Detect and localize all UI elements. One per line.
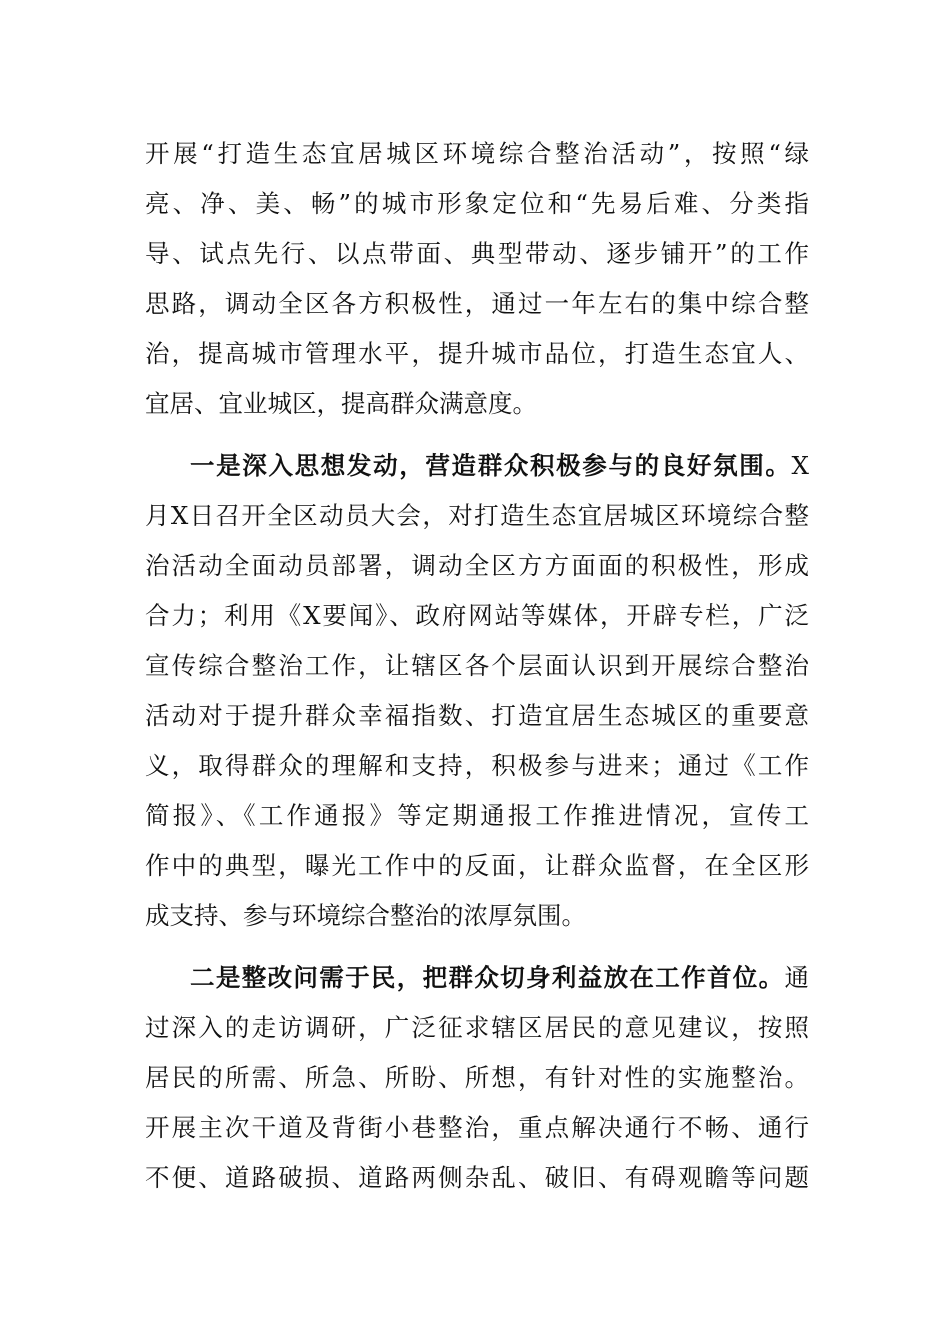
paragraph-2-line-6: 活动对于提升群众幸福指数、打造宜居生态城区的重要意 bbox=[145, 701, 809, 730]
paragraph-3-first-line-rest: 通 bbox=[784, 963, 809, 992]
paragraph-2-line-4: 合力；利用《X要闻》、政府网站等媒体，开辟专栏，广泛 bbox=[145, 601, 809, 630]
paragraph-3-heading: 二是整改问需于民，把群众切身利益放在工作首位。 bbox=[190, 963, 785, 992]
paragraph-2-line-9: 作中的典型，曝光工作中的反面，让群众监督，在全区形 bbox=[145, 851, 809, 880]
paragraph-2-line-10: 成支持、参与环境综合整治的浓厚氛围。 bbox=[145, 901, 586, 930]
paragraph-1-line-5: 治，提高城市管理水平，提升城市品位，打造生态宜人、 bbox=[145, 339, 809, 368]
paragraph-1-line-2: 亮、净、美、畅”的城市形象定位和“先易后难、分类指 bbox=[145, 189, 809, 218]
paragraph-2-heading: 一是深入思想发动，营造群众积极参与的良好氛围。 bbox=[190, 451, 792, 480]
paragraph-2-line-7: 义，取得群众的理解和支持，积极参与进来；通过《工作 bbox=[145, 751, 809, 780]
paragraph-3-first-line bbox=[190, 958, 809, 998]
paragraph-2-first-line-rest: X bbox=[791, 451, 809, 480]
paragraph-2-line-5: 宣传综合整治工作，让辖区各个层面认识到开展综合整治 bbox=[145, 651, 809, 680]
paragraph-1-line-1: 开展“打造生态宜居城区环境综合整治活动”，按照“绿 bbox=[145, 139, 809, 168]
paragraph-1-line-4: 思路，调动全区各方积极性，通过一年左右的集中综合整 bbox=[145, 289, 809, 318]
paragraph-3-line-5: 不便、道路破损、道路两侧杂乱、破旧、有碍观瞻等问题 bbox=[145, 1163, 809, 1192]
paragraph-3-line-3: 居民的所需、所急、所盼、所想，有针对性的实施整治。 bbox=[145, 1063, 809, 1092]
paragraph-2-line-3: 治活动全面动员部署，调动全区方方面面的积极性，形成 bbox=[145, 551, 809, 580]
paragraph-1-line-3: 导、试点先行、以点带面、典型带动、逐步铺开”的工作 bbox=[145, 239, 809, 268]
paragraph-3-line-4: 开展主次干道及背街小巷整治，重点解决通行不畅、通行 bbox=[145, 1113, 809, 1142]
paragraph-3-line-2: 过深入的走访调研，广泛征求辖区居民的意见建议，按照 bbox=[145, 1013, 809, 1042]
paragraph-2-line-2: 月X日召开全区动员大会，对打造生态宜居城区环境综合整 bbox=[145, 501, 809, 530]
paragraph-2-line-8: 简报》、《工作通报》等定期通报工作推进情况，宣传工 bbox=[145, 801, 809, 830]
paragraph-2-first-line bbox=[190, 446, 809, 486]
paragraph-1-line-6: 宜居、宜业城区，提高群众满意度。 bbox=[145, 389, 537, 418]
